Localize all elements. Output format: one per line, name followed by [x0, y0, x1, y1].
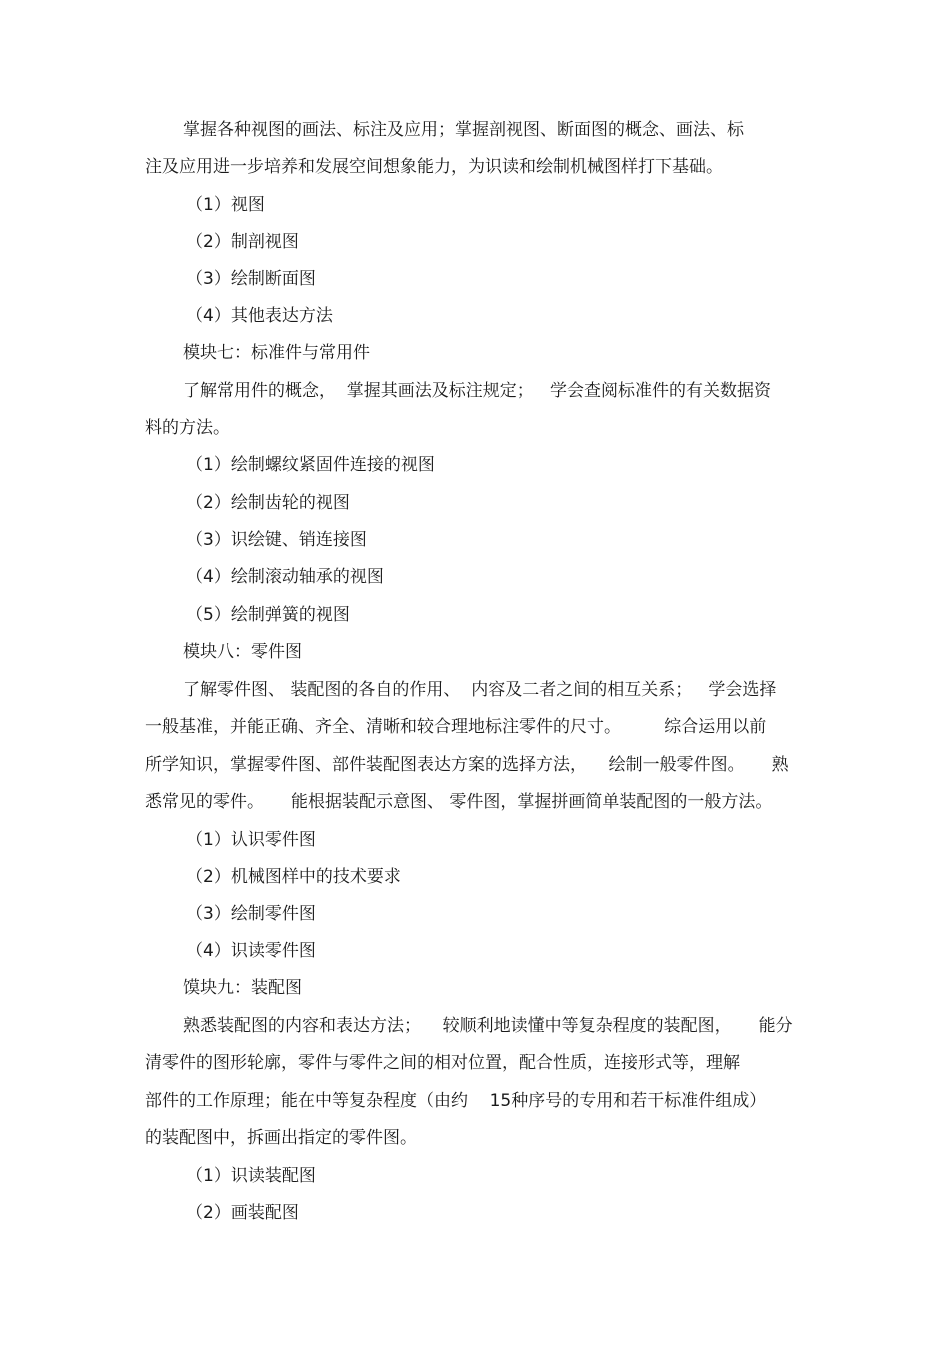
paragraph-line: 料的方法。 [145, 418, 230, 438]
list-item: （1）视图 [186, 195, 265, 215]
paragraph-line: 的装配图中，拆画出指定的零件图。 [145, 1128, 417, 1148]
list-item: （2）制剖视图 [186, 232, 299, 252]
paragraph-line: 掌握各种视图的画法、标注及应用；掌握剖视图、断面图的概念、画法、标 [183, 120, 744, 140]
list-item: （3）绘制零件图 [186, 904, 316, 924]
paragraph-line: 熟悉装配图的内容和表达方法； 较顺利地读懂中等复杂程度的装配图， 能分 [183, 1016, 793, 1036]
paragraph-line: 了解常用件的概念， 掌握其画法及标注规定； 学会查阅标准件的有关数据资 [183, 381, 772, 401]
list-item: （1）绘制螺纹紧固件连接的视图 [186, 455, 435, 475]
list-item: （4）其他表达方法 [186, 306, 333, 326]
list-item: （1）识读装配图 [186, 1166, 316, 1186]
list-item: （2）画装配图 [186, 1203, 299, 1223]
paragraph-line: 悉常见的零件。 能根据装配示意图、 零件图，掌握拼画简单装配图的一般方法。 [145, 792, 773, 812]
paragraph-line: 了解零件图、 装配图的各自的作用、 内容及二者之间的相互关系； 学会选择 [183, 680, 777, 700]
list-item: （4）绘制滚动轴承的视图 [186, 567, 384, 587]
section-heading: 模块八：零件图 [183, 642, 302, 662]
list-item: （2）机械图样中的技术要求 [186, 867, 401, 887]
list-item: （5）绘制弹簧的视图 [186, 605, 350, 625]
list-item: （4）识读零件图 [186, 941, 316, 961]
list-item: （2）绘制齿轮的视图 [186, 493, 350, 513]
section-heading: 馍块九：装配图 [183, 978, 302, 998]
paragraph-line: 所学知识，掌握零件图、部件装配图表达方案的选择方法， 绘制一般零件图。 熟 [145, 755, 789, 775]
paragraph-line: 清零件的图形轮廓，零件与零件之间的相对位置，配合性质，连接形式等，理解 [145, 1053, 740, 1073]
paragraph-line: 注及应用进一步培养和发展空间想象能力，为识读和绘制机械图样打下基础。 [145, 157, 723, 177]
paragraph-line: 一般基准，并能正确、齐全、清晰和较合理地标注零件的尺寸。 综合运用以前 [145, 717, 767, 737]
list-item: （3）绘制断面图 [186, 269, 316, 289]
list-item: （1）认识零件图 [186, 830, 316, 850]
section-heading: 模块七：标准件与常用件 [183, 343, 370, 363]
list-item: （3）识绘键、销连接图 [186, 530, 367, 550]
paragraph-line: 部件的工作原理；能在中等复杂程度（由约 15种序号的专用和若干标准件组成） [145, 1091, 767, 1111]
